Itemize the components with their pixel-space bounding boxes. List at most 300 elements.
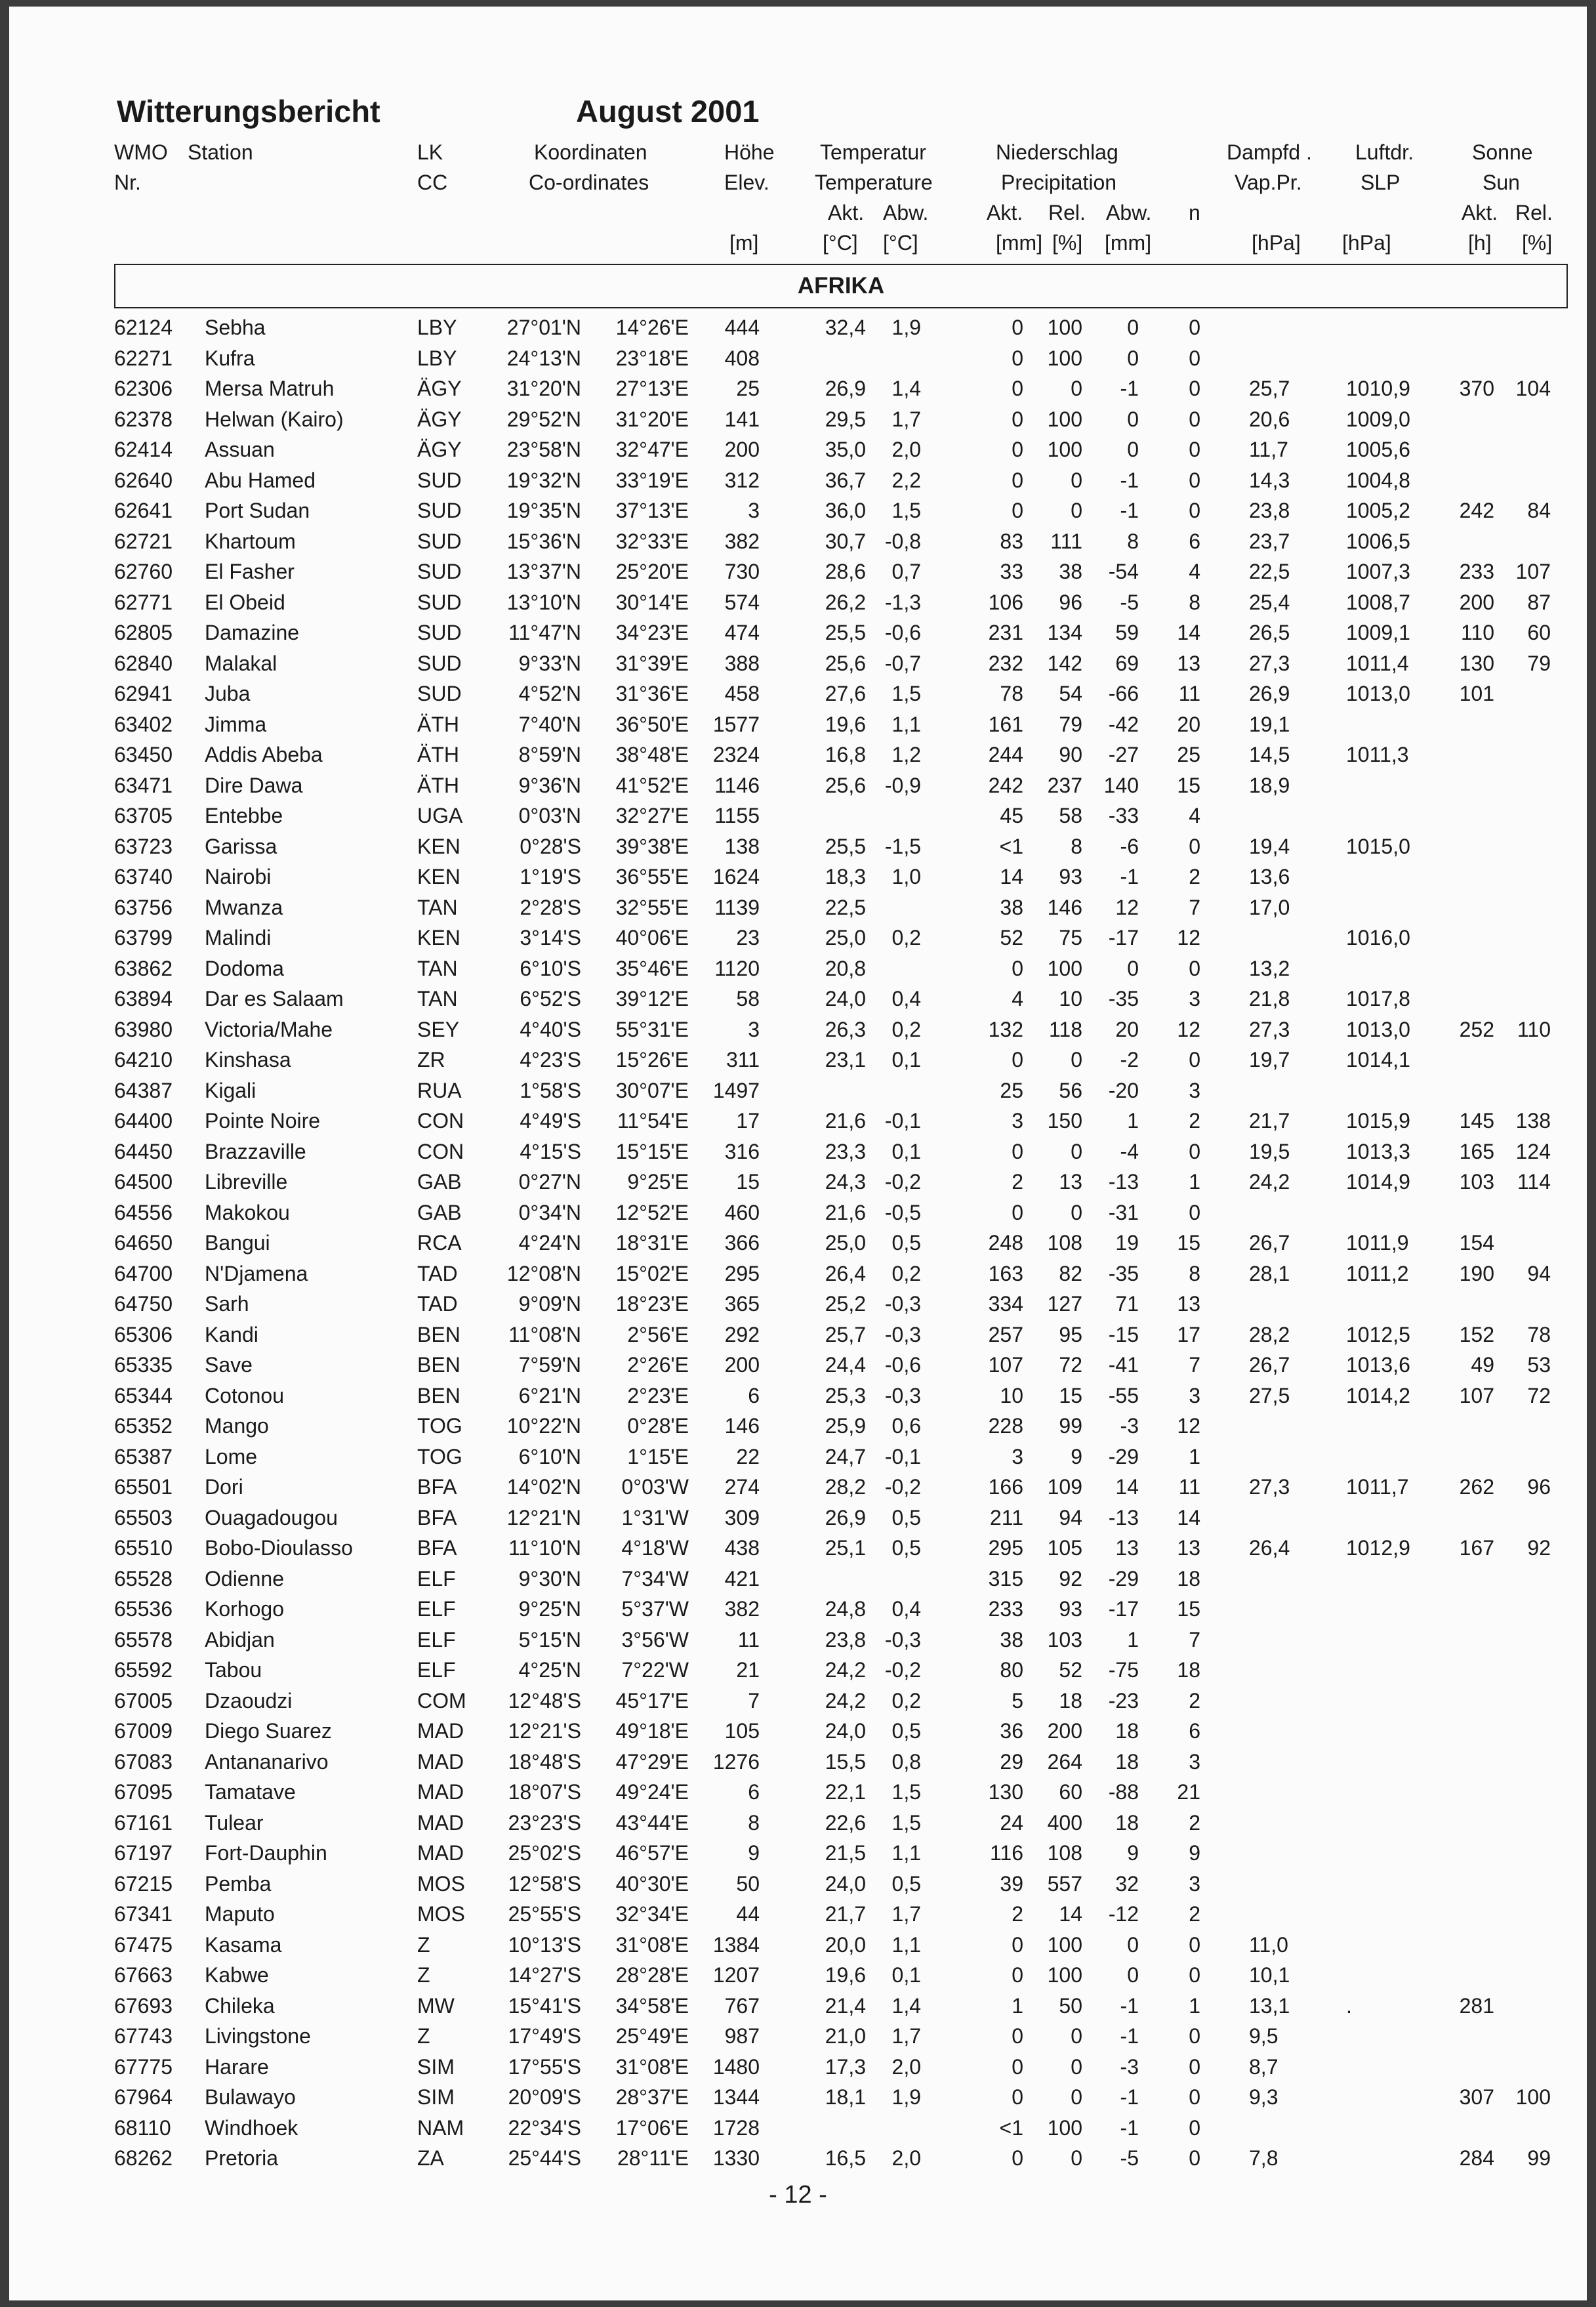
- cell-vapour-pressure: 25,4: [1249, 590, 1290, 614]
- cell-longitude: 38°48'E: [615, 743, 689, 766]
- cell-wmo-number: 64387: [114, 1078, 173, 1102]
- cell-prec-deviation: 32: [1115, 1871, 1139, 1896]
- cell-sea-level-pressure: 1012,5: [1346, 1322, 1410, 1346]
- cell-prec-deviation: 18: [1115, 1719, 1139, 1743]
- table-row: [9, 1045, 1587, 1075]
- cell-station-name: Antananarivo: [205, 1749, 329, 1774]
- cell-latitude: 6°21'N: [518, 1383, 581, 1407]
- col-temp-abw-label: Abw.: [883, 201, 929, 224]
- cell-longitude: 14°26'E: [615, 316, 689, 339]
- cell-station-name: Abu Hamed: [205, 468, 316, 492]
- cell-vapour-pressure: 19,5: [1249, 1139, 1290, 1163]
- cell-sun-actual: 165: [1459, 1139, 1494, 1163]
- cell-prec-actual: 0: [1012, 407, 1023, 431]
- cell-station-name: Mango: [205, 1414, 269, 1438]
- cell-country-code: SUD: [417, 682, 462, 705]
- cell-longitude: 15°02'E: [615, 1261, 689, 1285]
- table-row: [9, 953, 1587, 984]
- report-month: August 2001: [576, 94, 760, 129]
- cell-prec-actual: 14: [1000, 865, 1023, 888]
- cell-country-code: ÄTH: [417, 712, 459, 736]
- cell-prec-actual: 33: [1000, 560, 1023, 583]
- cell-temp-actual: 36,7: [825, 468, 866, 492]
- cell-elevation: 312: [724, 468, 760, 492]
- cell-prec-actual: 25: [1000, 1078, 1023, 1102]
- cell-longitude: 18°31'E: [615, 1231, 689, 1255]
- cell-longitude: 5°37'W: [621, 1597, 689, 1621]
- cell-temp-actual: 25,5: [825, 834, 866, 858]
- cell-temp-deviation: -1,3: [884, 590, 921, 614]
- cell-wmo-number: 63862: [114, 956, 173, 980]
- cell-prec-relative: 58: [1059, 804, 1082, 827]
- cell-latitude: 25°44'S: [508, 2146, 581, 2170]
- col-coordinates-label: Co-ordinates: [529, 171, 649, 194]
- cell-temp-deviation: 0,1: [891, 1048, 921, 1071]
- cell-longitude: 40°30'E: [615, 1871, 689, 1896]
- cell-latitude: 4°49'S: [520, 1109, 581, 1133]
- cell-prec-relative: 111: [1050, 529, 1082, 553]
- cell-temp-actual: 22,1: [825, 1780, 866, 1804]
- cell-country-code: KEN: [417, 834, 460, 858]
- cell-prec-relative: 72: [1059, 1353, 1082, 1377]
- cell-elevation: 388: [724, 651, 760, 675]
- cell-wmo-number: 62771: [114, 590, 173, 614]
- cell-latitude: 18°48'S: [508, 1749, 581, 1774]
- cell-vapour-pressure: 11,7: [1249, 438, 1288, 461]
- cell-prec-relative: 142: [1047, 651, 1082, 675]
- cell-prec-days: 0: [1189, 834, 1200, 858]
- table-row: [9, 984, 1587, 1014]
- cell-temp-actual: 18,1: [825, 2085, 866, 2109]
- cell-prec-actual: 36: [1000, 1719, 1023, 1743]
- cell-elevation: 1146: [714, 773, 760, 797]
- table-row: [9, 1991, 1587, 2022]
- cell-station-name: Brazzaville: [205, 1139, 306, 1163]
- cell-station-name: Assuan: [205, 438, 275, 461]
- cell-station-name: Chileka: [205, 1993, 275, 2018]
- cell-country-code: SUD: [417, 590, 462, 614]
- cell-prec-relative: 95: [1059, 1322, 1082, 1346]
- table-row: [9, 526, 1587, 557]
- cell-station-name: Bangui: [205, 1231, 270, 1255]
- cell-temp-actual: 19,6: [825, 1963, 866, 1987]
- cell-station-name: Mersa Matruh: [205, 377, 335, 400]
- cell-longitude: 33°19'E: [615, 468, 689, 492]
- cell-elevation: 44: [736, 1902, 760, 1926]
- cell-latitude: 10°22'N: [506, 1414, 581, 1438]
- cell-country-code: KEN: [417, 865, 460, 888]
- cell-wmo-number: 67095: [114, 1780, 173, 1804]
- cell-longitude: 2°56'E: [627, 1322, 689, 1346]
- cell-latitude: 19°32'N: [506, 468, 581, 492]
- cell-latitude: 10°13'S: [508, 1932, 581, 1957]
- cell-prec-deviation: -27: [1108, 743, 1139, 766]
- cell-country-code: SIM: [417, 2054, 455, 2079]
- cell-temp-deviation: 0,6: [891, 1414, 921, 1438]
- cell-wmo-number: 62941: [114, 682, 173, 705]
- cell-prec-deviation: -1: [1120, 2115, 1139, 2140]
- cell-prec-actual: 248: [988, 1231, 1023, 1255]
- cell-temp-deviation: 1,7: [891, 1902, 921, 1926]
- cell-temp-deviation: 0,4: [891, 1597, 921, 1621]
- cell-vapour-pressure: 24,2: [1249, 1170, 1290, 1194]
- cell-latitude: 11°08'N: [508, 1322, 581, 1346]
- cell-temp-deviation: 0,7: [891, 560, 921, 583]
- cell-prec-days: 13: [1177, 651, 1200, 675]
- cell-vapour-pressure: 14,3: [1249, 468, 1290, 492]
- cell-prec-deviation: 0: [1127, 956, 1139, 980]
- cell-vapour-pressure: 28,1: [1249, 1261, 1290, 1285]
- cell-sun-actual: 49: [1471, 1353, 1494, 1377]
- cell-station-name: Fort-Dauphin: [205, 1841, 327, 1865]
- cell-elevation: 408: [724, 346, 760, 370]
- col-slp-label: SLP: [1361, 171, 1401, 194]
- cell-latitude: 17°49'S: [508, 2024, 581, 2048]
- cell-prec-relative: 100: [1047, 346, 1082, 370]
- cell-prec-relative: 108: [1047, 1231, 1082, 1255]
- cell-prec-days: 20: [1177, 712, 1200, 736]
- cell-wmo-number: 67009: [114, 1719, 173, 1743]
- cell-prec-days: 0: [1189, 316, 1200, 339]
- cell-prec-days: 8: [1189, 1261, 1200, 1285]
- cell-sea-level-pressure: 1013,0: [1346, 1017, 1410, 1041]
- cell-prec-actual: 39: [1000, 1871, 1023, 1896]
- cell-country-code: SUD: [417, 651, 462, 675]
- cell-longitude: 9°25'E: [627, 1170, 689, 1194]
- cell-prec-days: 2: [1189, 1902, 1200, 1926]
- cell-prec-actual: 1: [1012, 1993, 1023, 2018]
- cell-longitude: 15°26'E: [615, 1048, 689, 1071]
- cell-longitude: 31°08'E: [615, 1932, 689, 1957]
- cell-prec-actual: 0: [1012, 468, 1023, 492]
- cell-prec-days: 18: [1177, 1658, 1200, 1682]
- cell-prec-days: 25: [1177, 743, 1200, 766]
- cell-temp-deviation: 1,1: [891, 1841, 921, 1865]
- cell-sun-relative: 92: [1527, 1536, 1551, 1560]
- cell-prec-actual: 3: [1012, 1109, 1023, 1133]
- cell-prec-deviation: -1: [1120, 2024, 1139, 2048]
- cell-country-code: ÄGY: [417, 407, 462, 431]
- cell-prec-relative: 100: [1047, 438, 1082, 461]
- col-prec-unit: [mm]: [996, 231, 1043, 255]
- cell-temp-actual: 25,5: [825, 621, 866, 644]
- cell-country-code: BFA: [417, 1505, 457, 1529]
- cell-temp-actual: 26,3: [825, 1017, 866, 1041]
- cell-elevation: 458: [724, 682, 760, 705]
- cell-station-name: Windhoek: [205, 2115, 298, 2140]
- cell-temp-actual: 35,0: [825, 438, 866, 461]
- table-row: [9, 2021, 1587, 2052]
- cell-elevation: 444: [724, 316, 760, 339]
- cell-station-name: Lome: [205, 1444, 258, 1468]
- cell-prec-relative: 92: [1059, 1566, 1082, 1590]
- cell-sea-level-pressure: 1011,3: [1346, 743, 1409, 766]
- cell-country-code: MAD: [417, 1780, 464, 1804]
- cell-station-name: Makokou: [205, 1200, 290, 1224]
- cell-prec-actual: 315: [988, 1566, 1023, 1590]
- cell-prec-days: 3: [1189, 1749, 1200, 1774]
- cell-sea-level-pressure: 1014,1: [1346, 1048, 1410, 1071]
- cell-longitude: 0°28'E: [627, 1414, 689, 1438]
- cell-prec-actual: 106: [988, 590, 1023, 614]
- cell-prec-days: 6: [1189, 1719, 1200, 1743]
- cell-prec-actual: 233: [988, 1597, 1023, 1621]
- col-prec-n-label: n: [1189, 201, 1200, 224]
- cell-longitude: 2°26'E: [627, 1353, 689, 1377]
- cell-wmo-number: 67341: [114, 1902, 173, 1926]
- cell-temp-deviation: 0,8: [891, 1749, 921, 1774]
- cell-latitude: 9°33'N: [518, 651, 581, 675]
- cell-prec-relative: 54: [1059, 682, 1082, 705]
- table-row: [9, 1350, 1587, 1381]
- cell-sun-relative: 110: [1517, 1017, 1551, 1041]
- cell-prec-days: 3: [1189, 1383, 1200, 1407]
- col-lk-label: LK: [417, 140, 443, 164]
- cell-prec-days: 0: [1189, 407, 1200, 431]
- cell-prec-actual: 211: [989, 1505, 1023, 1529]
- cell-longitude: 30°07'E: [615, 1078, 689, 1102]
- cell-latitude: 23°58'N: [506, 438, 581, 461]
- cell-temp-deviation: 0,5: [891, 1871, 921, 1896]
- cell-station-name: Jimma: [205, 712, 267, 736]
- cell-country-code: ELF: [417, 1627, 456, 1652]
- cell-prec-relative: 0: [1071, 1139, 1082, 1163]
- cell-prec-deviation: -17: [1108, 1597, 1139, 1621]
- cell-prec-days: 15: [1177, 773, 1200, 797]
- cell-prec-actual: 0: [1012, 1963, 1023, 1987]
- table-row: [9, 1533, 1587, 1564]
- cell-country-code: MW: [417, 1993, 455, 2018]
- table-row: [9, 1136, 1587, 1167]
- cell-latitude: 11°10'N: [508, 1536, 581, 1560]
- cell-prec-days: 7: [1189, 1353, 1200, 1377]
- cell-prec-deviation: -88: [1108, 1780, 1139, 1804]
- cell-temp-deviation: 1,4: [891, 1993, 921, 2018]
- cell-prec-relative: 150: [1047, 1109, 1082, 1133]
- cell-wmo-number: 62378: [114, 407, 173, 431]
- cell-temp-actual: 21,6: [825, 1109, 866, 1133]
- cell-prec-days: 3: [1189, 1078, 1200, 1102]
- cell-sea-level-pressure: 1011,4: [1346, 651, 1409, 675]
- cell-prec-relative: 557: [1047, 1871, 1082, 1896]
- cell-vapour-pressure: 8,7: [1249, 2054, 1279, 2079]
- cell-longitude: 39°38'E: [615, 834, 689, 858]
- cell-wmo-number: 63980: [114, 1017, 173, 1041]
- cell-elevation: 1207: [712, 1963, 760, 1987]
- table-row: [9, 465, 1587, 496]
- cell-longitude: 3°56'W: [621, 1627, 689, 1652]
- cell-prec-deviation: 1: [1127, 1627, 1139, 1652]
- cell-prec-days: 8: [1189, 590, 1200, 614]
- cell-latitude: 13°37'N: [506, 560, 581, 583]
- cell-country-code: BEN: [417, 1353, 460, 1377]
- cell-prec-relative: 100: [1047, 407, 1082, 431]
- cell-wmo-number: 64750: [114, 1292, 173, 1316]
- cell-temp-deviation: 1,1: [891, 712, 921, 736]
- cell-prec-actual: 228: [988, 1414, 1023, 1438]
- cell-longitude: 34°23'E: [615, 621, 689, 644]
- cell-country-code: COM: [417, 1688, 466, 1713]
- cell-latitude: 9°25'N: [518, 1597, 581, 1621]
- cell-prec-deviation: 9: [1127, 1841, 1139, 1865]
- cell-sun-relative: 104: [1515, 377, 1551, 400]
- cell-temp-actual: 30,7: [825, 529, 866, 553]
- cell-prec-actual: 0: [1012, 377, 1023, 400]
- cell-prec-days: 14: [1177, 1505, 1200, 1529]
- cell-prec-deviation: -1: [1120, 468, 1139, 492]
- cell-prec-deviation: 69: [1115, 651, 1139, 675]
- cell-prec-relative: 118: [1048, 1017, 1082, 1041]
- cell-wmo-number: 64500: [114, 1170, 173, 1194]
- cell-vapour-pressure: 23,7: [1249, 529, 1290, 553]
- cell-prec-actual: 107: [988, 1353, 1023, 1377]
- cell-wmo-number: 68110: [114, 2115, 171, 2140]
- cell-prec-deviation: -13: [1108, 1170, 1139, 1194]
- cell-latitude: 12°21'N: [506, 1505, 581, 1529]
- cell-station-name: N'Djamena: [205, 1261, 308, 1285]
- cell-prec-relative: 94: [1059, 1505, 1082, 1529]
- cell-temp-deviation: 0,5: [891, 1231, 921, 1255]
- table-row: [9, 770, 1587, 801]
- cell-vapour-pressure: 11,0: [1249, 1932, 1288, 1957]
- cell-temp-deviation: 0,2: [891, 926, 921, 949]
- cell-temp-deviation: 2,0: [891, 438, 921, 461]
- cell-sun-relative: 72: [1527, 1383, 1551, 1407]
- col-vappr-label: Vap.Pr.: [1235, 171, 1302, 194]
- cell-sun-relative: 53: [1527, 1353, 1551, 1377]
- cell-prec-actual: 45: [1000, 804, 1023, 827]
- col-prec-abw-unit: [mm]: [1105, 231, 1152, 255]
- cell-latitude: 5°15'N: [518, 1627, 581, 1652]
- cell-prec-actual: 0: [1012, 499, 1023, 522]
- cell-prec-deviation: -29: [1108, 1444, 1139, 1468]
- cell-longitude: 31°08'E: [615, 2054, 689, 2079]
- cell-station-name: Ouagadougou: [205, 1505, 338, 1529]
- cell-temp-actual: 25,7: [825, 1322, 866, 1346]
- cell-longitude: 31°20'E: [615, 407, 689, 431]
- cell-prec-actual: 334: [988, 1292, 1023, 1316]
- cell-wmo-number: 64210: [114, 1048, 173, 1071]
- table-row: [9, 1258, 1587, 1289]
- cell-longitude: 32°33'E: [615, 529, 689, 553]
- cell-temp-actual: 27,6: [825, 682, 866, 705]
- cell-country-code: TAD: [417, 1261, 458, 1285]
- cell-longitude: 55°31'E: [615, 1017, 689, 1041]
- cell-sun-relative: 84: [1527, 499, 1551, 522]
- col-elev-unit: [m]: [729, 231, 759, 255]
- table-row: [9, 1747, 1587, 1777]
- cell-country-code: TAN: [417, 895, 458, 919]
- cell-station-name: Entebbe: [205, 804, 283, 827]
- cell-temp-actual: 25,0: [825, 1231, 866, 1255]
- cell-elevation: 1344: [712, 2085, 760, 2109]
- cell-elevation: 382: [724, 1597, 760, 1621]
- table-row: [9, 1564, 1587, 1594]
- cell-longitude: 28°28'E: [615, 1963, 689, 1987]
- cell-vapour-pressure: 27,3: [1249, 651, 1290, 675]
- col-precipitation-label: Precipitation: [1001, 171, 1117, 194]
- cell-country-code: SUD: [417, 468, 462, 492]
- cell-prec-relative: 10: [1059, 987, 1082, 1010]
- cell-prec-deviation: -55: [1108, 1383, 1139, 1407]
- cell-temp-deviation: 0,4: [891, 987, 921, 1010]
- cell-prec-relative: 18: [1059, 1688, 1082, 1713]
- cell-country-code: ELF: [417, 1597, 456, 1621]
- cell-temp-actual: 21,4: [825, 1993, 866, 2018]
- cell-longitude: 47°29'E: [615, 1749, 689, 1774]
- cell-station-name: Tabou: [205, 1658, 262, 1682]
- cell-sea-level-pressure: 1015,0: [1346, 834, 1410, 858]
- cell-longitude: 45°17'E: [615, 1688, 689, 1713]
- cell-longitude: 18°23'E: [615, 1292, 689, 1316]
- cell-longitude: 32°55'E: [615, 895, 689, 919]
- cell-prec-deviation: -35: [1108, 1261, 1139, 1285]
- cell-latitude: 4°15'S: [520, 1139, 581, 1163]
- cell-elevation: 1384: [712, 1932, 760, 1957]
- cell-latitude: 1°58'S: [520, 1078, 581, 1102]
- cell-prec-deviation: 0: [1127, 1932, 1139, 1957]
- cell-elevation: 292: [724, 1322, 760, 1346]
- cell-prec-days: 1: [1189, 1444, 1200, 1468]
- cell-sun-actual: 284: [1459, 2146, 1494, 2170]
- cell-sea-level-pressure: 1012,9: [1346, 1536, 1410, 1560]
- cell-vapour-pressure: 7,8: [1249, 2146, 1279, 2170]
- cell-temp-deviation: -1,5: [884, 834, 921, 858]
- cell-longitude: 31°36'E: [615, 682, 689, 705]
- cell-elevation: 1155: [714, 804, 760, 827]
- cell-prec-relative: 146: [1047, 895, 1082, 919]
- cell-temp-actual: 26,9: [825, 377, 866, 400]
- cell-prec-actual: 0: [1012, 2024, 1023, 2048]
- cell-elevation: 295: [724, 1261, 760, 1285]
- cell-country-code: MAD: [417, 1841, 464, 1865]
- col-nr-label: Nr.: [114, 171, 141, 194]
- cell-country-code: BEN: [417, 1383, 460, 1407]
- cell-wmo-number: 67663: [114, 1963, 173, 1987]
- cell-temp-actual: 23,3: [825, 1139, 866, 1163]
- cell-prec-relative: 200: [1047, 1719, 1082, 1743]
- cell-sun-actual: 152: [1459, 1322, 1494, 1346]
- cell-temp-deviation: 0,2: [891, 1017, 921, 1041]
- cell-country-code: TAN: [417, 956, 458, 980]
- cell-prec-days: 0: [1189, 377, 1200, 400]
- cell-elevation: 200: [724, 438, 760, 461]
- table-row: [9, 1381, 1587, 1411]
- cell-temp-actual: 24,7: [825, 1444, 866, 1468]
- cell-latitude: 18°07'S: [508, 1780, 581, 1804]
- table-row: [9, 1838, 1587, 1869]
- cell-elevation: 574: [724, 590, 760, 614]
- cell-sun-relative: 114: [1517, 1170, 1551, 1194]
- cell-prec-relative: 127: [1047, 1292, 1082, 1316]
- table-row: [9, 495, 1587, 526]
- cell-temp-actual: 25,9: [825, 1414, 866, 1438]
- cell-sea-level-pressure: 1016,0: [1346, 926, 1410, 949]
- cell-wmo-number: 65501: [114, 1475, 173, 1499]
- cell-elevation: 21: [736, 1658, 760, 1682]
- cell-prec-days: 13: [1177, 1292, 1200, 1316]
- cell-station-name: Kabwe: [205, 1963, 269, 1987]
- cell-prec-actual: 24: [1000, 1810, 1023, 1835]
- cell-prec-actual: <1: [999, 2115, 1023, 2140]
- cell-country-code: MOS: [417, 1871, 465, 1896]
- cell-sea-level-pressure: 1015,9: [1346, 1109, 1410, 1133]
- cell-prec-days: 3: [1189, 987, 1200, 1010]
- cell-temp-actual: 24,0: [825, 1719, 866, 1743]
- cell-station-name: Victoria/Mahe: [205, 1017, 333, 1041]
- table-row: [9, 312, 1587, 343]
- cell-prec-relative: 100: [1047, 1932, 1082, 1957]
